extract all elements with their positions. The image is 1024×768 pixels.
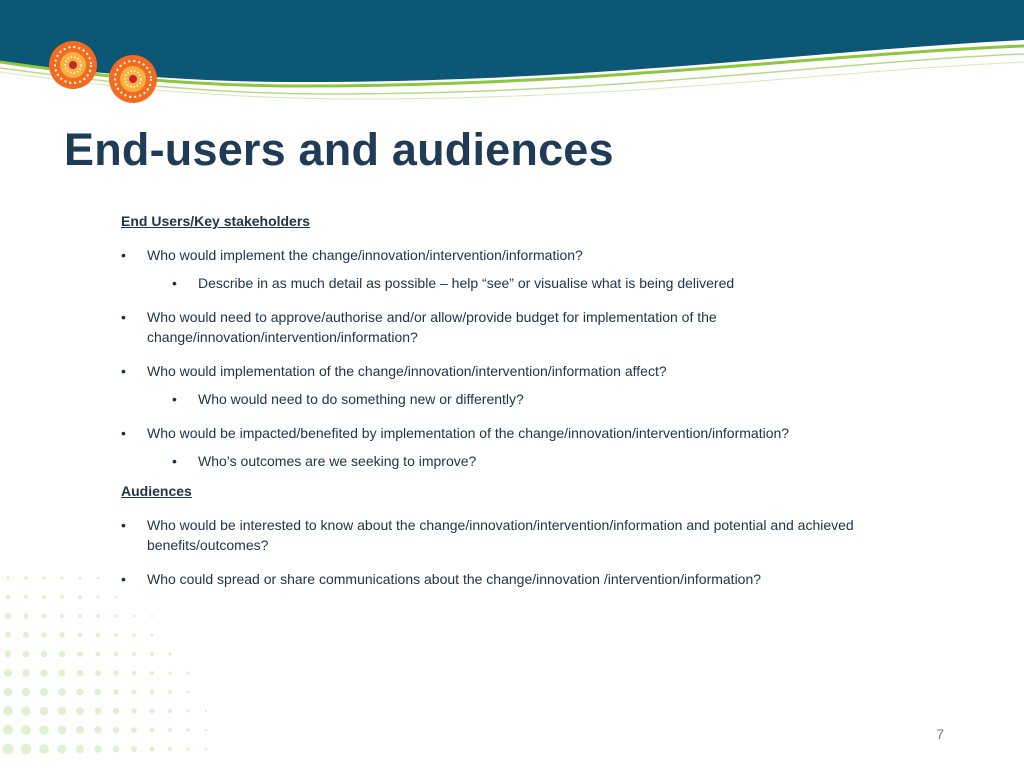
sub-list-item-text: Who would need to do something new or differently? — [198, 391, 524, 407]
list-item — [121, 423, 921, 471]
decorative-dot — [131, 746, 137, 752]
decorative-dot — [187, 691, 190, 694]
bullet-icon: • — [172, 453, 177, 469]
section-audiences — [121, 481, 921, 589]
decorative-dot — [21, 706, 30, 715]
decorative-dot — [96, 595, 99, 598]
list-item — [121, 361, 921, 409]
sub-list-item-text: Describe in as much detail as possible – help “see” or visualise what is being delivered — [198, 275, 735, 291]
decorative-dot — [131, 689, 136, 694]
decorative-dot — [76, 726, 84, 734]
decorative-dot — [60, 576, 63, 579]
decorative-dot — [95, 708, 102, 715]
dot-pattern-decoration — [0, 568, 230, 768]
decorative-dot — [57, 744, 66, 753]
decorative-dot — [115, 596, 118, 599]
section-heading: Audiences — [121, 483, 192, 499]
decorative-dot — [78, 595, 82, 599]
decorative-dot — [79, 577, 82, 580]
decorative-dot — [42, 614, 47, 619]
list-item-text: Who would implementation of the change/innovation/intervention/information affect? — [147, 363, 667, 379]
decorative-dot — [58, 726, 67, 735]
decorative-dot — [113, 670, 118, 675]
bullet-icon: • — [121, 517, 126, 533]
decorative-dot — [114, 614, 118, 618]
decorative-dot — [131, 708, 137, 714]
decorative-dot — [168, 709, 172, 713]
list-item-text: Who would be interested to know about the change/innovation/intervention/information and potential and achieved benefits/outcomes? — [147, 517, 854, 553]
decorative-dot — [186, 747, 190, 751]
sub-bullet-list — [147, 273, 921, 293]
decorative-dot — [132, 652, 136, 656]
sub-list-item-text: Who’s outcomes are we seeking to improve? — [198, 453, 477, 469]
decorative-dot — [78, 614, 82, 618]
decorative-dot — [41, 651, 48, 658]
decorative-dot — [96, 614, 100, 618]
decorative-dot — [186, 728, 189, 731]
list-item — [121, 515, 921, 555]
decorative-dot — [151, 615, 153, 617]
decorative-dot — [24, 595, 28, 599]
bullet-icon: • — [121, 425, 126, 441]
sub-bullet-list — [147, 451, 921, 471]
decorative-dot — [132, 671, 137, 676]
decorative-dot — [114, 633, 118, 637]
decorative-dot — [97, 577, 100, 580]
decorative-dot — [168, 728, 172, 732]
page-number: 7 — [936, 726, 944, 742]
decorative-dot — [41, 632, 47, 638]
decorative-dot — [59, 651, 65, 657]
list-item — [121, 245, 921, 293]
decorative-dot — [205, 710, 208, 713]
decorative-dot — [168, 690, 172, 694]
decorative-dot — [60, 595, 64, 599]
decorative-dot — [169, 653, 172, 656]
bullet-icon: • — [121, 571, 126, 587]
decorative-dot — [149, 727, 154, 732]
decorative-dot — [205, 748, 208, 751]
decorative-dot — [40, 669, 47, 676]
decorative-dot — [132, 633, 136, 637]
sub-list-item — [172, 273, 921, 293]
decorative-dot — [95, 651, 100, 656]
bullet-list — [121, 245, 921, 471]
decorative-dot — [150, 633, 153, 636]
slide-content — [121, 211, 921, 603]
decorative-dot — [113, 746, 120, 753]
decorative-dot — [60, 614, 65, 619]
section-end-users — [121, 211, 921, 471]
decorative-dot — [77, 670, 83, 676]
decorative-dot — [42, 576, 45, 579]
decorative-dot — [58, 688, 66, 696]
decorative-dot — [205, 729, 208, 732]
decorative-dot — [76, 707, 84, 715]
decorative-dot — [149, 746, 154, 751]
decorative-dot — [5, 632, 11, 638]
decorative-dot — [113, 727, 120, 734]
decorative-dot — [113, 689, 119, 695]
decorative-dot — [113, 708, 119, 714]
decorative-dot — [2, 743, 13, 754]
list-item — [121, 307, 921, 347]
bullet-icon: • — [121, 363, 126, 379]
decorative-dot — [94, 726, 101, 733]
decorative-dot — [150, 709, 155, 714]
list-item-text: Who could spread or share communications about the change/innovation /intervention/information? — [147, 571, 762, 587]
sub-list-item — [172, 451, 921, 471]
sub-bullet-list — [147, 389, 921, 409]
bullet-icon: • — [172, 275, 177, 291]
bullet-icon: • — [172, 391, 177, 407]
decorative-dot — [186, 709, 189, 712]
section-heading: End Users/Key stakeholders — [121, 213, 311, 229]
decorative-dot — [3, 725, 13, 735]
list-item — [121, 569, 921, 589]
decorative-dot — [76, 745, 84, 753]
sub-list-item — [172, 389, 921, 409]
decorative-dot — [150, 671, 154, 675]
decorative-dot — [94, 745, 102, 753]
decorative-dot — [131, 727, 137, 733]
decorative-dot — [23, 632, 29, 638]
list-item-text: Who would implement the change/innovation/intervention/information? — [147, 247, 583, 263]
decorative-dot — [133, 615, 136, 618]
list-item-text: Who would be impacted/benefited by implementation of the change/innovation/intervention/information? — [147, 425, 790, 441]
decorative-dot — [150, 652, 154, 656]
decorative-dot — [23, 651, 30, 658]
decorative-dot — [5, 651, 12, 658]
decorative-dot — [42, 595, 46, 599]
decorative-dot — [23, 613, 28, 618]
decorative-dot — [6, 595, 10, 599]
decorative-dot — [6, 576, 10, 580]
decorative-dot — [21, 744, 32, 755]
decorative-dot — [40, 707, 49, 716]
bullet-icon: • — [121, 309, 126, 325]
decorative-dot — [39, 744, 49, 754]
decorative-dot — [168, 747, 172, 751]
decorative-dot — [77, 651, 83, 657]
slide-title: End-users and audiences — [64, 124, 614, 175]
decorative-dot — [22, 688, 30, 696]
decorative-dot — [96, 633, 101, 638]
decorative-dot — [4, 669, 12, 677]
decorative-dot — [76, 688, 83, 695]
decorative-dot — [4, 688, 13, 697]
decorative-dot — [58, 707, 66, 715]
decorative-dot — [21, 725, 31, 735]
decorative-dot — [150, 690, 154, 694]
decorative-dot — [95, 670, 101, 676]
decorative-dot — [3, 706, 12, 715]
decorative-dot — [187, 672, 190, 675]
decorative-dot — [40, 688, 48, 696]
decorative-dot — [114, 652, 119, 657]
decorative-dot — [24, 576, 27, 579]
decorative-dot — [5, 613, 10, 618]
decorative-dot — [59, 632, 64, 637]
sun-dot-art-icon — [48, 40, 98, 90]
decorative-dot — [39, 725, 48, 734]
sun-dot-art-icon — [108, 54, 158, 104]
bullet-icon: • — [121, 247, 126, 263]
decorative-dot — [168, 671, 171, 674]
decorative-dot — [95, 689, 101, 695]
list-item-text: Who would need to approve/authorise and/or allow/provide budget for implementation of the change/innovation/intervention/information? — [147, 309, 717, 345]
decorative-dot — [77, 632, 82, 637]
decorative-dot — [22, 669, 30, 677]
decorative-dot — [59, 670, 66, 677]
bullet-list — [121, 515, 921, 589]
